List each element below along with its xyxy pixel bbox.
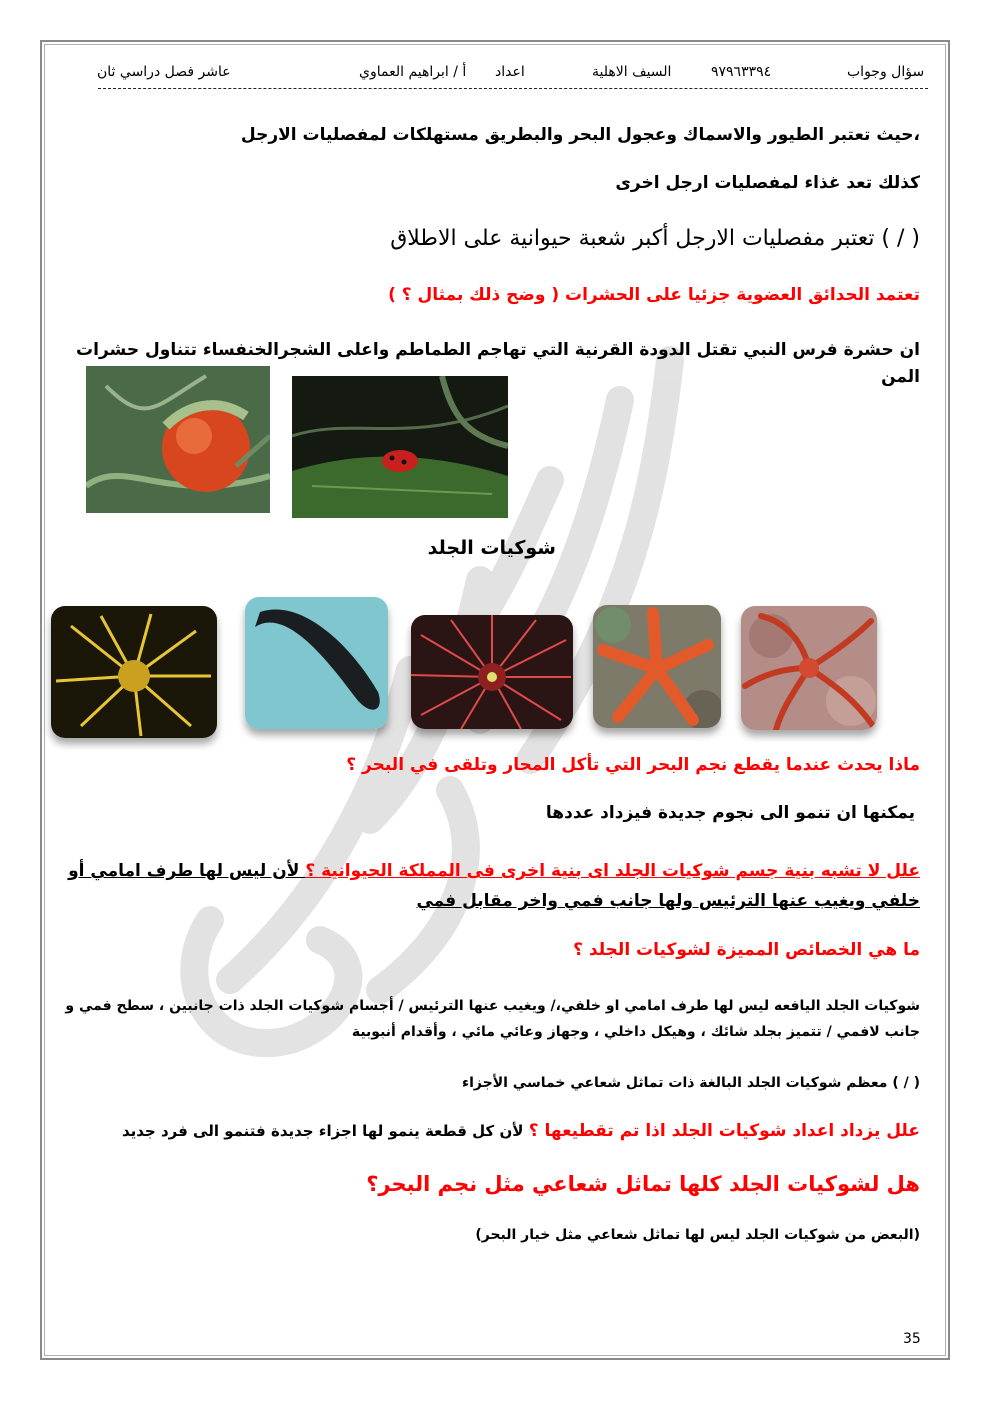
answer-5: لأن كل قطعة ينمو لها اجزاء جديدة فتنمو الى فرد جديد <box>121 1122 529 1140</box>
question-2: ماذا يحدث عندما يقطع نجم البحر التي تأكل المحار وتلقى في البحر ؟ <box>346 755 920 775</box>
red-starfish-photo <box>593 605 721 728</box>
header-grade: عاشر فصل دراسي ثان <box>97 64 231 80</box>
brittle-star-photo <box>741 606 877 730</box>
question-3: علل لا تشبه بنية جسم شوكيات الجلد اى بنية اخرى فى المملكة الحيوانية ؟ <box>305 861 920 881</box>
section-title: شوكيات الجلد <box>427 537 556 559</box>
question-4: ما هي الخصائص المميزة لشوكيات الجلد ؟ <box>573 940 920 960</box>
question-5: علل يزداد اعداد شوكيات الجلد اذا تم تقطيعها ؟ <box>528 1121 920 1141</box>
answer-4: شوكيات الجلد اليافعه ليس لها طرف امامي او خلفي،/ ويغيب عنها الترئيس / أجسام شوكيات الجلد ذات جانبين ، سطح فمي و جانب لافمي / تتميز بجلد شائك ، وهيكل داخلي ، وجهاز وعائي مائي ، وأقدام أنبوبية <box>65 998 920 1040</box>
header-subject: سؤال وجواب <box>847 64 925 80</box>
header-author: أ / ابراهيم العماوي <box>359 64 467 80</box>
text-line-2: كذلك تعد غذاء لمفصليات ارجل اخرى <box>615 173 920 193</box>
header-prepared-label: اعداد <box>495 64 525 80</box>
sea-urchin-photo <box>411 615 573 729</box>
feather-star-photo <box>51 606 217 738</box>
question-answer-5 <box>122 1121 920 1141</box>
answer-1: ان حشرة فرس النبي تقتل الدودة القرنية التي تهاجم الطماطم واعلى الشجرالخنفساء تتناول حشرات المن <box>76 340 920 387</box>
text-line-3: ( / ) تعتبر مفصليات الارجل أكبر شعبة حيوانية على الاطلاق <box>390 226 920 251</box>
ladybug-photo <box>292 376 508 518</box>
question-answer-3 <box>60 856 920 916</box>
sea-cucumber-photo <box>245 597 388 729</box>
tomato-hornworm-photo <box>86 366 270 513</box>
text-line-1: ،حيث تعتبر الطيور والاسماك وعجول البحر والبطريق مستهلكات لمفصليات الارجل <box>240 125 920 145</box>
header-phone: ٩٧٩٦٣٣٩٤ <box>711 64 772 80</box>
header-divider <box>98 88 928 89</box>
question-6: هل لشوكيات الجلد كلها تماثل شعاعي مثل نجم البحر؟ <box>366 1172 920 1196</box>
answer-2: يمكنها ان تنمو الى نجوم جديدة فيزداد عددها <box>545 803 915 823</box>
text-line-4: ( / ) معظم شوكيات الجلد البالغة ذات تماثل شعاعي خماسي الأجزاء <box>461 1075 920 1091</box>
page-number: 35 <box>903 1331 921 1347</box>
answer-6: (البعض من شوكيات الجلد ليس لها تماثل شعاعي مثل خيار البحر) <box>475 1227 920 1243</box>
question-1: تعتمد الحدائق العضوية جزئيا على الحشرات ( وضح ذلك بمثال ؟ ) <box>388 285 920 305</box>
header-school: السيف الاهلية <box>592 64 672 80</box>
answer-3: لأن ليس لها طرف امامي أو خلفي ويغيب عنها الترئيس ولها جانب فمي واخر مقابل فمي <box>68 861 920 911</box>
